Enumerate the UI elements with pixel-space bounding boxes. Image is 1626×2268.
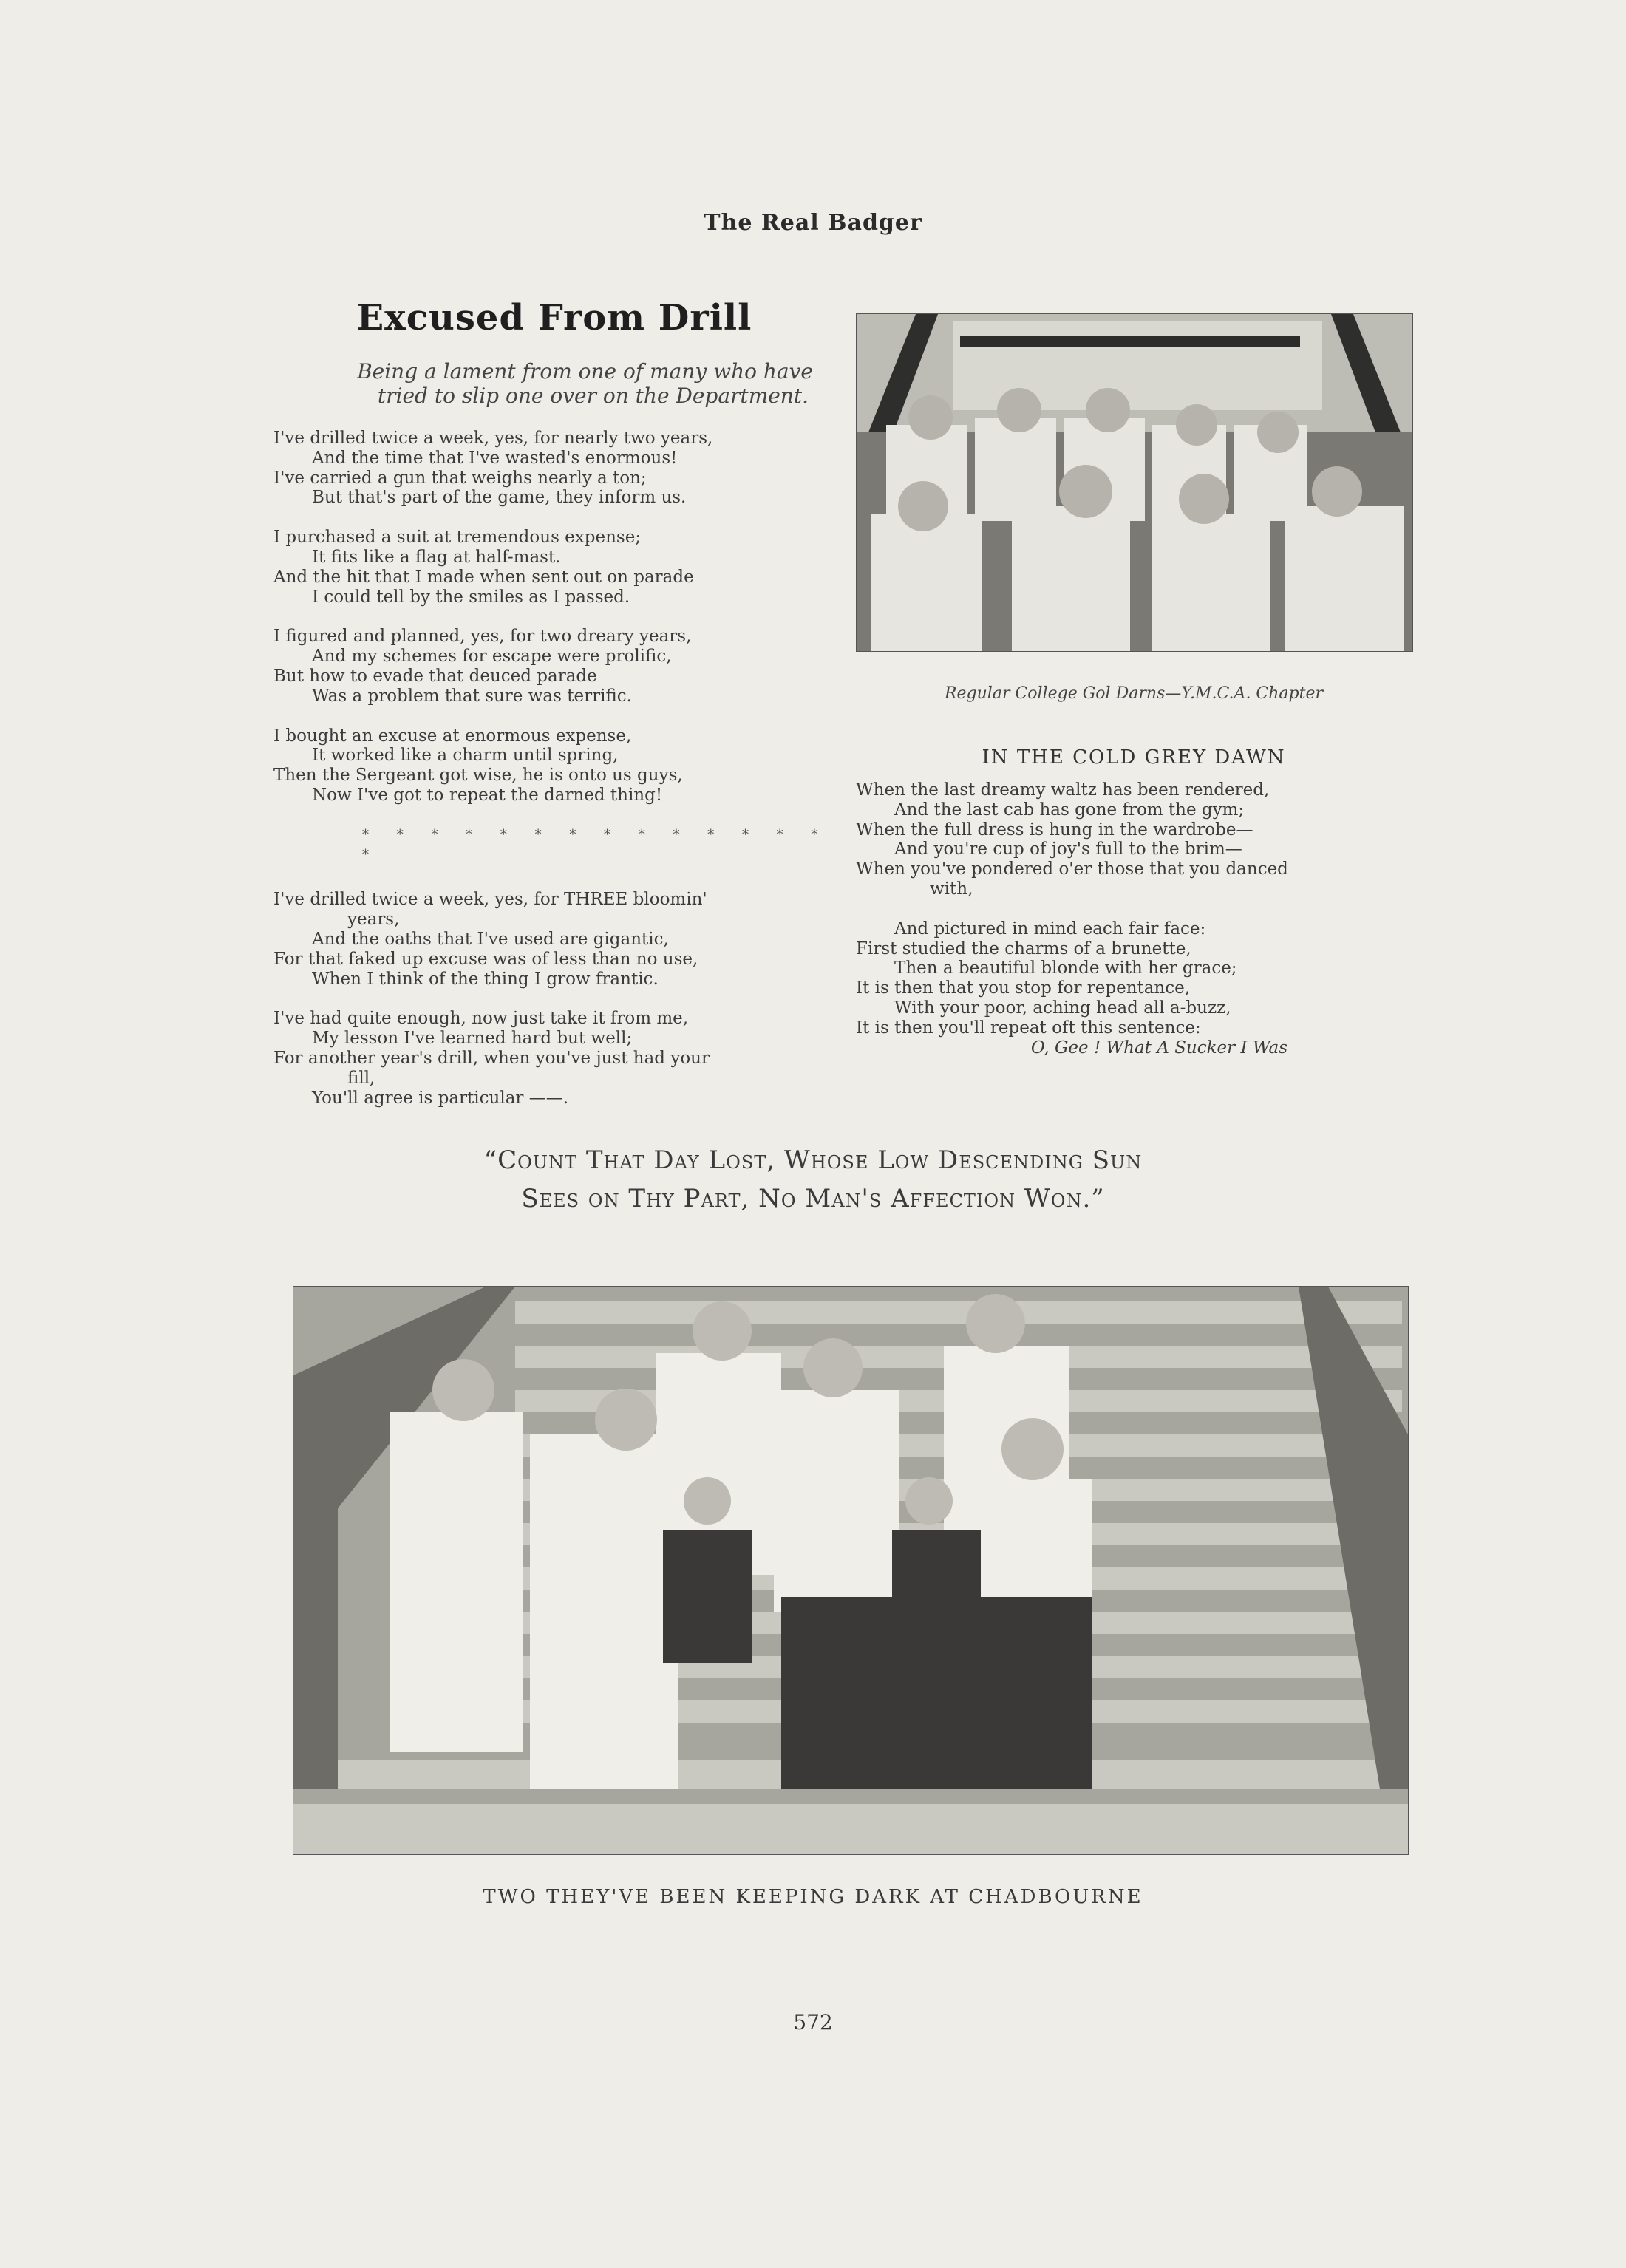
- poem-line: It is then that you stop for repentance,: [856, 978, 1191, 998]
- poem-line: When the last dreamy waltz has been rendered,: [856, 780, 1270, 800]
- poem-line: I purchased a suit at tremendous expense;: [273, 528, 642, 548]
- poem-line: When the full dress is hung in the wardrobe—: [856, 820, 1253, 840]
- poem-line: I've had quite enough, now just take it from me,: [273, 1009, 689, 1029]
- chadbourne-group-photo-illustration: [293, 1287, 1408, 1854]
- chadbourne-group-photo: [293, 1286, 1409, 1855]
- stanza: [273, 1009, 835, 1108]
- ymca-group-photo: [856, 313, 1413, 652]
- poem-line: It is then you'll repeat oft this sentence:: [856, 1018, 1201, 1038]
- poem-excused-from-drill: [273, 429, 835, 1128]
- page-number: 572: [793, 2010, 833, 2034]
- poem-line: And the oaths that I've used are gigantic,: [312, 929, 669, 949]
- poem-line: And the hit that I made when sent out on parade: [273, 567, 694, 587]
- poem-line: I've drilled twice a week, yes, for THREE bloomin': [273, 890, 707, 910]
- quote-line-2: Sees on Thy Part, No Man's Affection Won.”: [521, 1184, 1105, 1213]
- poem-title: Excused From Drill: [356, 297, 752, 338]
- poem-line: And pictured in mind each fair face:: [894, 919, 1206, 939]
- poem-line: I could tell by the smiles as I passed.: [312, 587, 630, 607]
- poem2-title: IN THE COLD GREY DAWN: [982, 746, 1286, 769]
- poem-line: Now I've got to repeat the darned thing!: [312, 785, 663, 805]
- stanza: [273, 726, 835, 806]
- stanza: [856, 919, 1418, 1058]
- subtitle-line-2: tried to slip one over on the Department.: [377, 384, 809, 408]
- poem-line: Then a beautiful blonde with her grace;: [894, 958, 1237, 978]
- center-quote: [0, 1141, 1626, 1218]
- poem-line: And the last cab has gone from the gym;: [894, 800, 1245, 820]
- poem-line: I've carried a gun that weighs nearly a ton;: [273, 468, 647, 488]
- poem-line: And the time that I've wasted's enormous!: [312, 448, 678, 468]
- poem-line: fill,: [347, 1068, 375, 1088]
- poem-line: When you've pondered o'er those that you danced: [856, 859, 1288, 879]
- poem-line: I bought an excuse at enormous expense,: [273, 726, 632, 746]
- poem-line: years,: [347, 910, 400, 930]
- subtitle-line-1: Being a lament from one of many who have: [357, 359, 813, 384]
- poem-subtitle: [273, 359, 813, 408]
- poem-line: It worked like a charm until spring,: [312, 746, 619, 766]
- poem-line: With your poor, aching head all a-buzz,: [894, 998, 1231, 1018]
- poem-line: And my schemes for escape were prolific,: [312, 647, 672, 667]
- poem-line: You'll agree is particular ——.: [312, 1088, 569, 1108]
- poem-line: My lesson I've learned hard but well;: [312, 1029, 633, 1049]
- stanza: [856, 780, 1418, 899]
- stanza: [273, 528, 835, 607]
- poem-line: It fits like a flag at half-mast.: [312, 547, 561, 567]
- ymca-photo-caption: Regular College Gol Darns—Y.M.C.A. Chapter: [944, 684, 1324, 703]
- poem-line: with,: [930, 879, 973, 899]
- poem-line: I figured and planned, yes, for two dreary years,: [273, 627, 692, 647]
- poem-cold-grey-dawn: [856, 780, 1418, 1058]
- poem-line: When I think of the thing I grow frantic.: [312, 969, 659, 989]
- poem-line: For that faked up excuse was of less than no use,: [273, 949, 698, 969]
- poem-line: Then the Sergeant got wise, he is onto us guys,: [273, 766, 683, 786]
- poem-line: Was a problem that sure was terrific.: [312, 686, 632, 706]
- running-head: The Real Badger: [704, 210, 922, 236]
- stanza: [273, 429, 835, 508]
- chadbourne-photo-caption: TWO THEY'VE BEEN KEEPING DARK AT CHADBOURNE: [483, 1886, 1143, 1908]
- poem-line: But that's part of the game, they inform us.: [312, 488, 687, 508]
- stanza: [273, 890, 835, 989]
- asterisk-separator: * * * * * * * * * * * * * * *: [362, 826, 830, 862]
- ymca-group-photo-illustration: [857, 314, 1412, 651]
- quote-line-1: “Count That Day Lost, Whose Low Descending Sun: [483, 1145, 1143, 1175]
- poem-line: I've drilled twice a week, yes, for nearly two years,: [273, 429, 713, 448]
- stanza: [273, 627, 835, 706]
- poem-closing-line: O, Gee ! What A Sucker I Was: [1030, 1038, 1287, 1058]
- poem-line: First studied the charms of a brunette,: [856, 939, 1191, 958]
- poem-line: For another year's drill, when you've just had your: [273, 1048, 710, 1068]
- poem-line: And you're cup of joy's full to the brim—: [894, 840, 1242, 859]
- poem-line: But how to evade that deuced parade: [273, 666, 597, 686]
